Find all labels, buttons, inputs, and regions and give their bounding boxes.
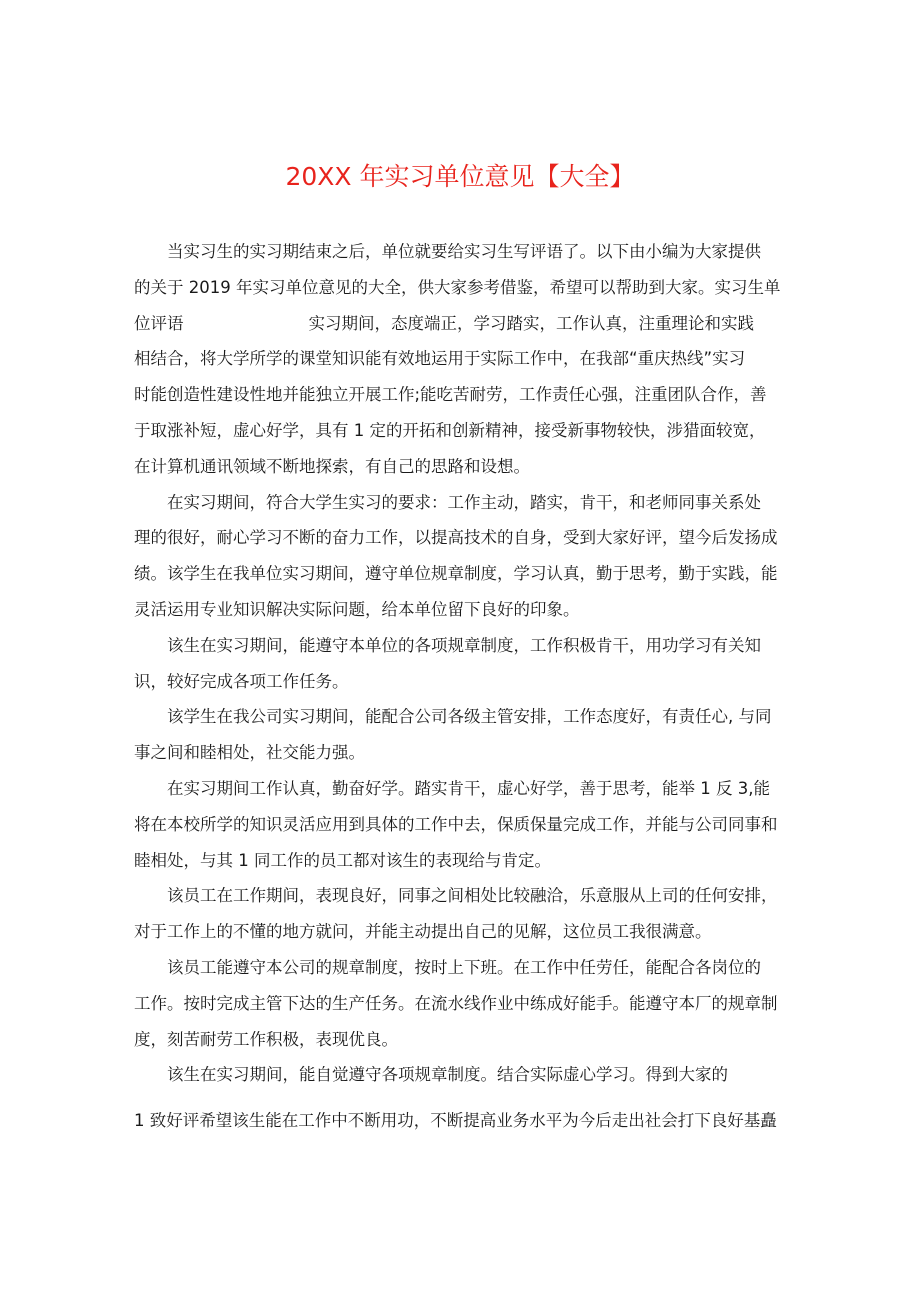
text-line: 在实习期间，符合大学生实习的要求：工作主动，踏实，肯干，和老师同事关系处 bbox=[167, 492, 761, 512]
text-line: 该学生在我公司实习期间，能配合公司各级主管安排，工作态度好，有责任心, 与同 bbox=[167, 707, 772, 727]
text-line: 理的很好，耐心学习不断的奋力工作，以提高技术的自身，受到大家好评，望今后发扬成 bbox=[134, 528, 778, 548]
text-line: 事之间和睦相处，社交能力强。 bbox=[134, 743, 365, 763]
paragraph-1 bbox=[134, 234, 790, 485]
text-fragment: 实习期间，态度端正，学习踏实，工作认真，注重理论和实践 bbox=[308, 313, 754, 333]
text-line: 对于工作上的不懂的地方就问，并能主动提出自己的见解，这位员工我很满意。 bbox=[134, 922, 712, 942]
text-line: 该员工能遵守本公司的规章制度，按时上下班。在工作中任劳任，能配合各岗位的 bbox=[167, 957, 761, 977]
text-line: 工作。按时完成主管下达的生产任务。在流水线作业中练成好能手。能遵守本厂的规章制 bbox=[134, 993, 778, 1013]
text-line: 的关于 2019 年实习单位意见的大全，供大家参考借鉴，希望可以帮助到大家。实习生单 bbox=[134, 277, 781, 297]
text-line: 该生在实习期间，能遵守本单位的各项规章制度，工作积极肯干，用功学习有关知 bbox=[167, 635, 761, 655]
document-body bbox=[134, 234, 790, 1093]
text-line: 时能创造性建设性地并能独立开展工作;能吃苦耐劳，工作责任心强，注重团队合作，善 bbox=[134, 385, 767, 405]
final-text-line: 1 致好评希望该生能在工作中不断用功，不断提高业务水平为今后走出社会打下良好基矗 bbox=[134, 1111, 777, 1130]
text-line: 灵活运用专业知识解决实际问题，给本单位留下良好的印象。 bbox=[134, 599, 580, 619]
text-line: 该员工在工作期间，表现良好，同事之间相处比较融洽，乐意服从上司的任何安排， bbox=[167, 886, 778, 906]
paragraph-6 bbox=[134, 878, 790, 950]
text-line: 绩。该学生在我单位实习期间，遵守单位规章制度，学习认真，勤于思考，勤于实践，能 bbox=[134, 564, 778, 584]
text-line: 识，较好完成各项工作任务。 bbox=[134, 671, 349, 691]
text-line: 将在本校所学的知识灵活应用到具体的工作中去，保质保量完成工作，并能与公司同事和 bbox=[134, 814, 778, 834]
paragraph-2 bbox=[134, 485, 790, 628]
document-title: 20XX 年实习单位意见【大全】 bbox=[285, 162, 635, 191]
text-line: 当实习生的实习期结束之后，单位就要给实习生写评语了。以下由小编为大家提供 bbox=[167, 242, 761, 261]
paragraph-7 bbox=[134, 950, 790, 1057]
paragraph-4 bbox=[134, 699, 790, 771]
text-line: 度，刻苦耐劳工作积极，表现优良。 bbox=[134, 1029, 398, 1049]
text-line: 于取涨补短，虚心好学，具有 1 定的开拓和创新精神，接受新事物较快，涉猎面较宽， bbox=[134, 420, 766, 440]
text-line: 在计算机通讯领域不断地探索，有自己的思路和设想。 bbox=[134, 456, 530, 476]
text-line: 在实习期间工作认真，勤奋好学。踏实肯干，虚心好学，善于思考，能举 1 反 3,能 bbox=[167, 778, 770, 798]
text-line bbox=[101, 306, 790, 342]
text-line: 相结合，将大学所学的课堂知识能有效地运用于实际工作中，在我部“重庆热线”实习 bbox=[134, 349, 746, 369]
text-line: 该生在实习期间，能自觉遵守各项规章制度。结合实际虚心学习。得到大家的 bbox=[167, 1065, 728, 1085]
paragraph-8 bbox=[134, 1057, 790, 1093]
text-line: 睦相处，与其 1 同工作的员工都对该生的表现给与肯定。 bbox=[134, 850, 551, 870]
paragraph-3 bbox=[134, 628, 790, 700]
paragraph-5 bbox=[134, 771, 790, 878]
text-fragment: 位评语 bbox=[134, 313, 184, 333]
